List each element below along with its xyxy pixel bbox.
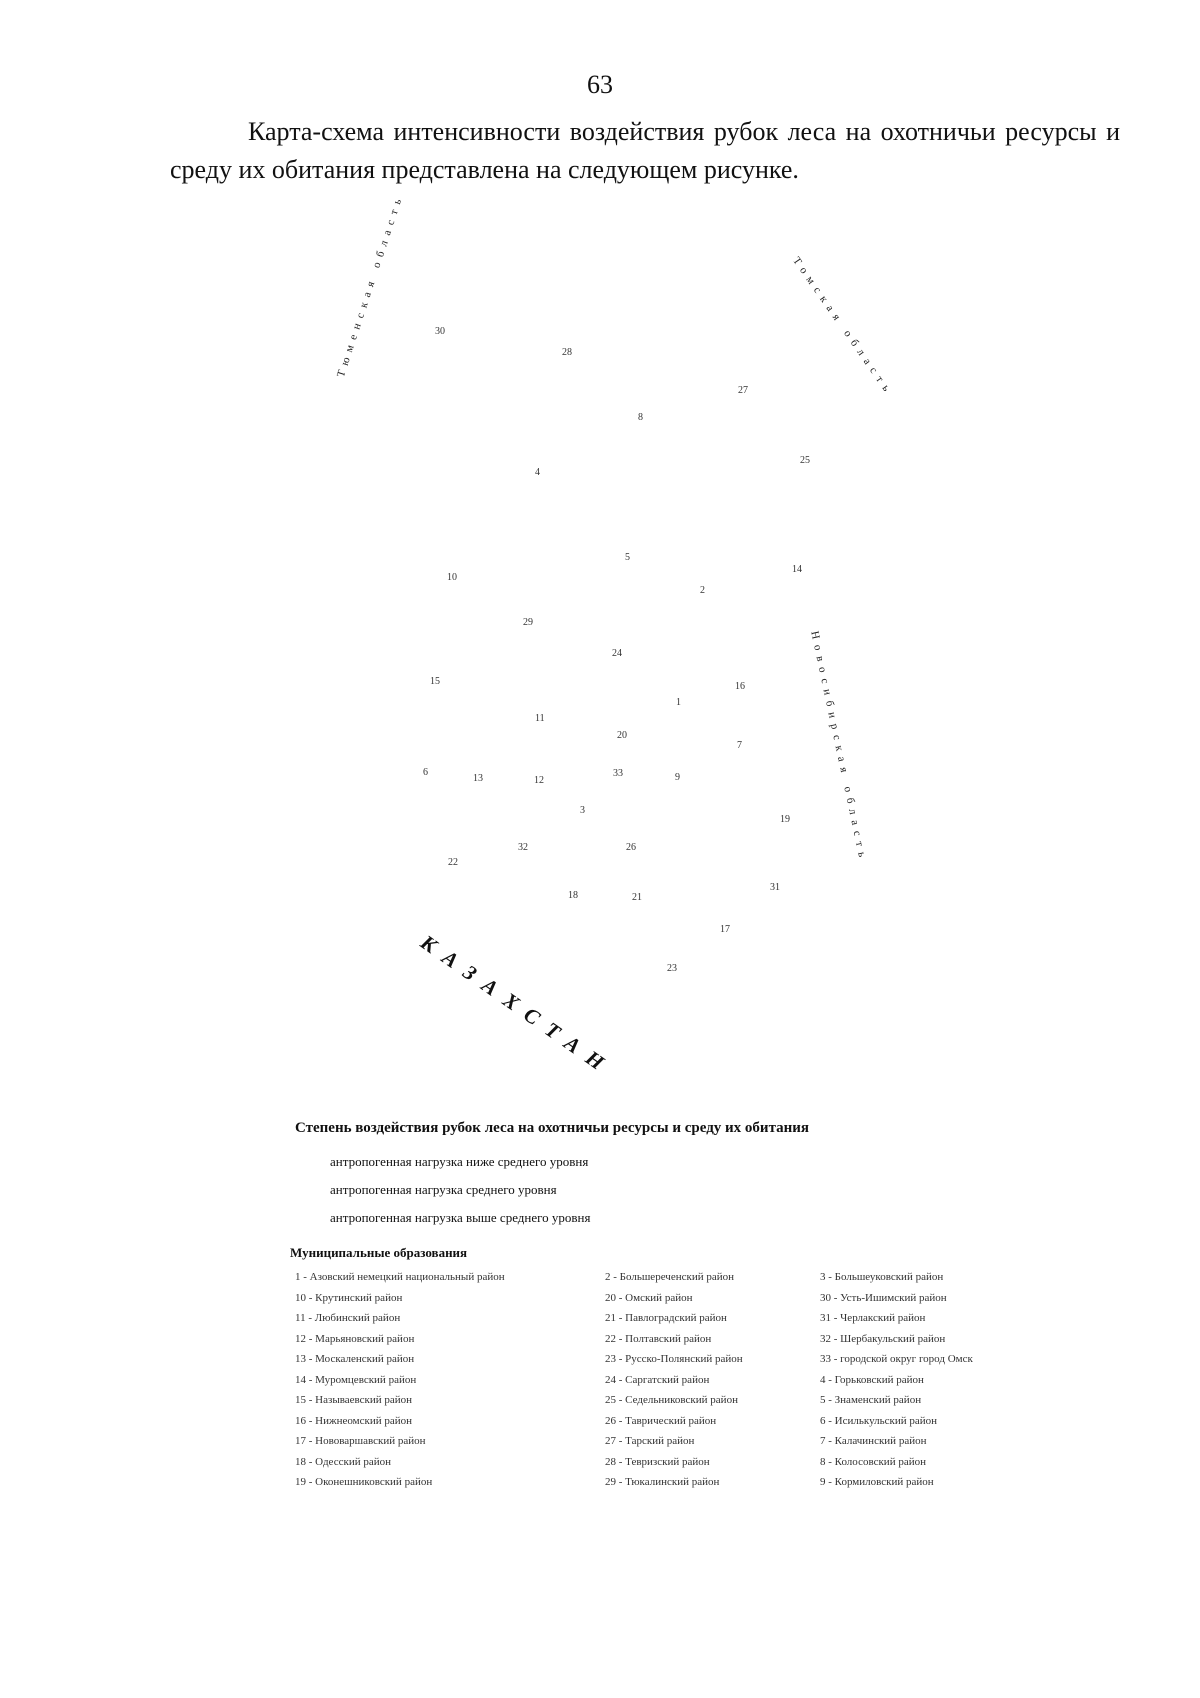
district-number: 10 <box>447 572 457 583</box>
district-number: 9 <box>675 772 680 783</box>
district-number: 30 <box>435 326 445 337</box>
municipality-item: 28 - Тевризский район <box>605 1455 710 1468</box>
district-number: 2 <box>700 585 705 596</box>
municipality-item: 5 - Знаменский район <box>820 1394 922 1406</box>
district-number: 27 <box>738 385 748 396</box>
municipality-item: 7 - Калачинский район <box>820 1435 927 1447</box>
district-number: 31 <box>770 882 780 893</box>
municipality-item: 4 - Горьковский район <box>820 1373 924 1386</box>
municipality-item: 17 - Нововаршавский район <box>295 1435 426 1447</box>
municipality-item: 18 - Одесский район <box>295 1455 392 1468</box>
district-number: 21 <box>632 892 642 903</box>
legend-item: антропогенная нагрузка среднего уровня <box>330 1182 557 1197</box>
district-number: 6 <box>423 767 428 778</box>
district-number: 29 <box>523 617 533 628</box>
municipality-item: 23 - Русско-Полянский район <box>605 1353 743 1365</box>
district-number: 32 <box>518 842 528 853</box>
district-number: 20 <box>617 730 627 741</box>
municipality-item: 19 - Оконешниковский район <box>295 1476 433 1488</box>
district-number: 7 <box>737 740 742 751</box>
region-label-tyumen: Тюменская область <box>335 191 406 379</box>
district-number: 24 <box>612 648 622 659</box>
district-number: 33 <box>613 768 623 779</box>
municipalities-column-2 <box>605 1267 743 1493</box>
municipality-item: 15 - Называевский район <box>295 1394 413 1406</box>
district-number: 23 <box>667 963 677 974</box>
district-number: 14 <box>792 564 802 575</box>
page-number: 63 <box>587 70 613 99</box>
legend-item: антропогенная нагрузка ниже среднего уровня <box>330 1154 589 1169</box>
district-number: 3 <box>580 805 585 816</box>
district-number: 11 <box>535 713 545 724</box>
municipality-item: 26 - Таврический район <box>605 1414 717 1427</box>
municipality-item: 6 - Исилькульский район <box>820 1414 937 1427</box>
municipality-item: 33 - городской округ город Омск <box>820 1353 973 1365</box>
district-number: 12 <box>534 775 544 786</box>
municipality-item: 22 - Полтавский район <box>605 1332 712 1345</box>
district-number: 4 <box>535 467 540 478</box>
municipality-item: 21 - Павлоградский район <box>605 1312 727 1324</box>
district-number: 16 <box>735 681 745 692</box>
municipalities-column-3 <box>820 1267 973 1493</box>
district-number: 15 <box>430 676 440 687</box>
district-number: 18 <box>568 890 578 901</box>
municipality-item: 25 - Седельниковский район <box>605 1394 738 1406</box>
district-number: 1 <box>676 697 681 708</box>
municipality-item: 1 - Азовский немецкий национальный район <box>295 1271 505 1283</box>
district-number: 28 <box>562 347 572 358</box>
district-number: 13 <box>473 773 483 784</box>
municipalities-column-1 <box>295 1267 505 1493</box>
district-number: 19 <box>780 814 790 825</box>
municipality-item: 13 - Москаленский район <box>295 1353 415 1365</box>
district-number: 25 <box>800 455 810 466</box>
municipality-item: 30 - Усть-Ишимский район <box>820 1291 947 1304</box>
district-map <box>330 191 950 1105</box>
municipality-item: 12 - Марьяновский район <box>295 1332 415 1345</box>
region-label-tomsk: Томская область <box>790 255 896 399</box>
district-number: 22 <box>448 857 458 868</box>
legend-title: Степень воздействия рубок леса на охотничьи ресурсы и среду их обитания <box>295 1120 810 1136</box>
municipality-item: 32 - Шербакульский район <box>820 1332 946 1345</box>
district-number: 8 <box>638 412 643 423</box>
municipality-item: 10 - Крутинский район <box>295 1291 403 1304</box>
intro-paragraph: Карта-схема интенсивности воздействия рубок леса на охотничьи ресурсы и среду их обитания представлена на следующем рисунке. <box>170 117 1120 184</box>
region-label-novosibirsk: Новосибирская область <box>808 630 870 865</box>
municipality-item: 27 - Тарский район <box>605 1435 695 1447</box>
municipality-item: 16 - Нижнеомский район <box>295 1414 413 1427</box>
municipality-item: 29 - Тюкалинский район <box>605 1476 720 1488</box>
municipality-item: 31 - Черлакский район <box>820 1312 926 1324</box>
municipality-item: 20 - Омский район <box>605 1291 693 1304</box>
municipality-item: 8 - Колосовский район <box>820 1455 926 1468</box>
municipality-item: 24 - Саргатский район <box>605 1373 710 1386</box>
district-number: 26 <box>626 842 636 853</box>
region-label-kazakhstan: КАЗАХСТАН <box>416 930 619 1082</box>
municipality-item: 9 - Кормиловский район <box>820 1476 934 1488</box>
municipality-item: 14 - Муромцевский район <box>295 1373 417 1386</box>
district-number: 5 <box>625 552 630 563</box>
legend <box>330 1148 590 1232</box>
municipality-item: 11 - Любинский район <box>295 1312 401 1324</box>
district-number: 17 <box>720 924 730 935</box>
municipality-item: 2 - Большереченский район <box>605 1271 735 1283</box>
legend-item: антропогенная нагрузка выше среднего уровня <box>330 1210 591 1225</box>
municipality-item: 3 - Большеуковский район <box>820 1271 944 1283</box>
municipalities-title: Муниципальные образования <box>290 1245 468 1260</box>
